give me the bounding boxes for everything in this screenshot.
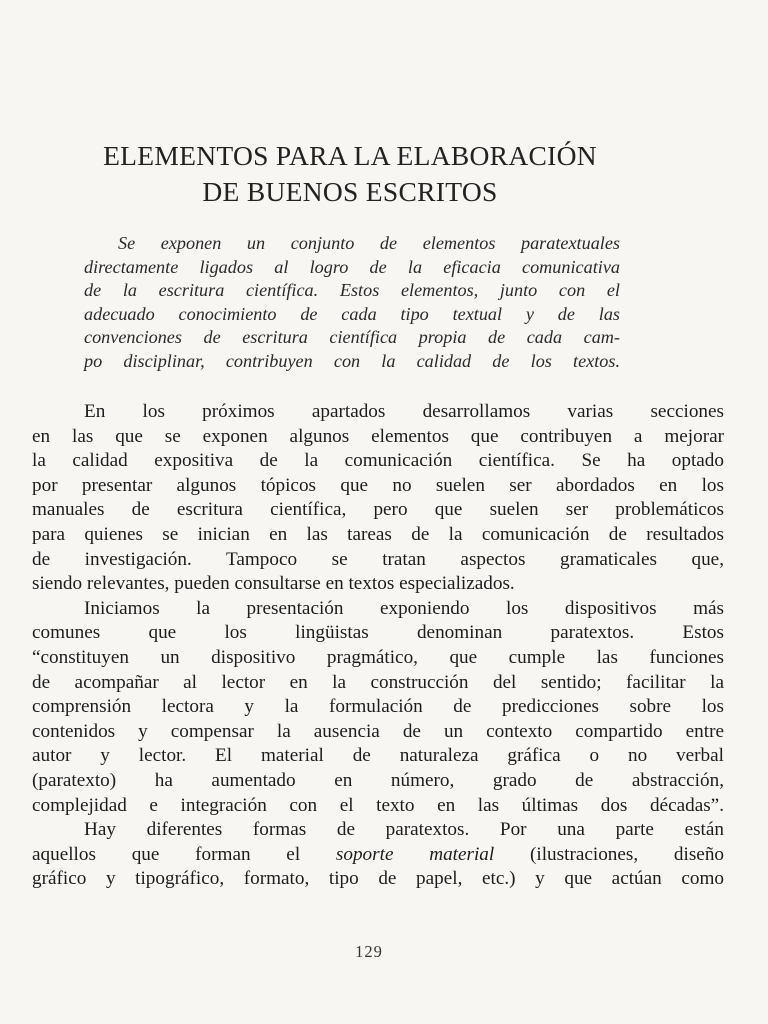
- body-text: [32, 400, 724, 892]
- paragraph-line: comprensión lectora y la formulación de predicciones sobre los: [32, 696, 724, 718]
- paragraph-line: complejidad e integración con el texto en las últimas dos décadas”.: [32, 794, 724, 816]
- paragraph-line: en las que se exponen algunos elementos que contribuyen a mejorar: [32, 425, 724, 447]
- paragraph-line: “constituyen un dispositivo pragmático, que cumple las funciones: [32, 646, 724, 668]
- abstract-line: po disciplinar, contribuyen con la calidad de los textos.: [84, 350, 620, 371]
- paragraph-2: [32, 597, 724, 818]
- italic-term: soporte material: [335, 843, 495, 865]
- chapter-title: [0, 138, 700, 210]
- abstract-line: convenciones de escritura científica propia de cada cam-: [84, 327, 620, 348]
- abstract-line: directamente ligados al logro de la eficacia comunicativa: [84, 256, 620, 277]
- paragraph-line: Hay diferentes formas de paratextos. Por una parte están: [84, 819, 724, 841]
- chapter-title-line-1: ELEMENTOS PARA LA ELABORACIÓN: [103, 140, 597, 171]
- paragraph-line: Iniciamos la presentación exponiendo los dispositivos más: [84, 597, 724, 619]
- paragraph-line: de acompañar al lector en la construcción del sentido; facilitar la: [32, 671, 724, 693]
- paragraph-line: [32, 843, 724, 868]
- paragraph-1: [32, 400, 724, 597]
- paragraph-line: siendo relevantes, pueden consultarse en textos especializados.: [32, 573, 515, 595]
- paragraph-line: comunes que los lingüistas denominan paratextos. Estos: [32, 622, 724, 644]
- paragraph-line: para quienes se inician en las tareas de la comunicación de resultados: [32, 523, 724, 545]
- paragraph-text: (ilustraciones, diseño: [494, 843, 725, 865]
- paragraph-line: autor y lector. El material de naturaleza gráfica o no verbal: [32, 745, 724, 767]
- abstract-line: Se exponen un conjunto de elementos paratextuales: [118, 233, 620, 253]
- paragraph-3: [32, 818, 724, 892]
- paragraph-text: aquellos que forman el: [32, 843, 336, 865]
- paragraph-line: contenidos y compensar la ausencia de un contexto compartido entre: [32, 720, 724, 742]
- paragraph-line: En los próximos apartados desarrollamos varias secciones: [84, 401, 724, 422]
- chapter-abstract: [84, 232, 620, 374]
- abstract-line: adecuado conocimiento de cada tipo textual y de las: [84, 303, 620, 324]
- paragraph-line: manuales de escritura científica, pero que suelen ser problemáticos: [32, 499, 724, 521]
- chapter-title-line-2: DE BUENOS ESCRITOS: [202, 176, 498, 207]
- page-number: 129: [355, 942, 383, 961]
- paragraph-line: gráfico y tipográfico, formato, tipo de papel, etc.) y que actúan como: [32, 868, 724, 890]
- paragraph-line: por presentar algunos tópicos que no suelen ser abordados en los: [32, 474, 724, 496]
- paragraph-line: (paratexto) ha aumentado en número, grado de abstracción,: [32, 769, 724, 791]
- paragraph-line: de investigación. Tampoco se tratan aspectos gramaticales que,: [32, 548, 724, 570]
- paragraph-line: la calidad expositiva de la comunicación científica. Se ha optado: [32, 450, 724, 472]
- abstract-line: de la escritura científica. Estos elementos, junto con el: [84, 280, 620, 301]
